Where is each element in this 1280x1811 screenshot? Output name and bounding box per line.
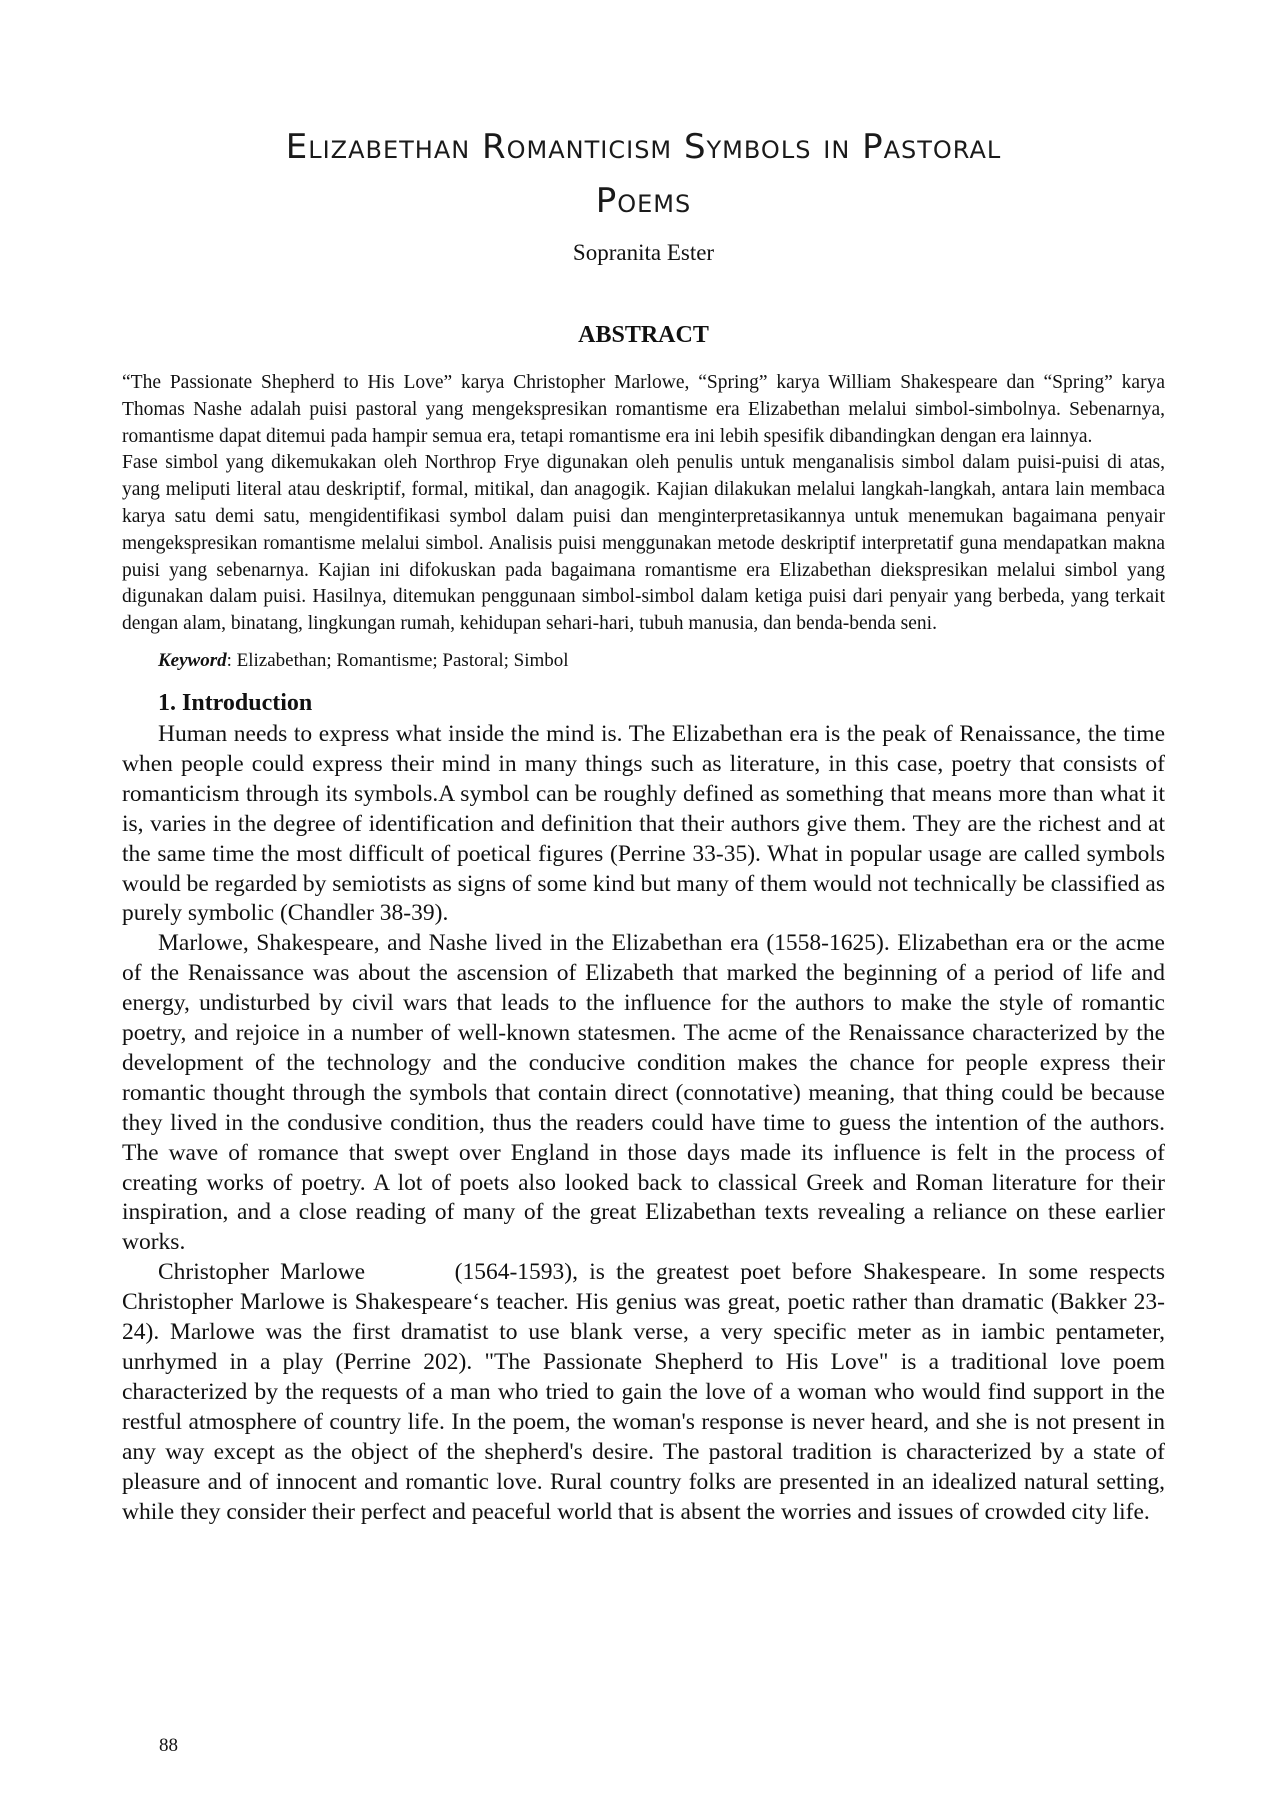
abstract-paragraph: Fase simbol yang dikemukakan oleh Northrop Frye digunakan oleh penulis untuk menganalisis simbol dalam puisi-puisi di atas, yang meliputi literal atau deskriptif, formal, mitikal, dan anagogik. Kajian dilakukan melalui langkah-langkah, antara lain membaca karya satu demi satu, mengidentifikasi symbol dalam puisi dan menginterpretasikannya untuk menemukan bagaimana penyair mengekspresikan romantisme melalui simbol. Analisis puisi menggunakan metode deskriptif interpretatif guna mendapatkan makna puisi yang sebenarnya. Kajian ini difokuskan pada bagaimana romantisme era Elizabethan diekspresikan melalui simbol yang digunakan dalam puisi. Hasilnya, ditemukan penggunaan simbol-simbol dalam ketiga puisi dari penyair yang berbeda, yang terkait dengan alam, binatang, lingkungan rumah, kehidupan sehari-hari, tubuh manusia, dan benda-benda seni.: [122, 452, 1165, 635]
section-heading-introduction: 1. Introduction: [158, 689, 313, 716]
paper-title-line-2: Poems: [595, 181, 692, 221]
abstract-section: [122, 320, 1165, 674]
paper-title: [122, 120, 1165, 228]
paper-page: [122, 120, 1171, 1527]
introduction-section: [122, 688, 1171, 1527]
abstract-paragraph: “The Passionate Shepherd to His Love” karya Christopher Marlowe, “Spring” karya William Shakespeare dan “Spring” karya Thomas Nashe adalah puisi pastoral yang mengekspresikan romantisme era Elizabethan melalui simbol-simbolnya. Sebenarnya, romantisme dapat ditemui pada hampir semua era, tetapi romantisme era ini lebih spesifik dibandingkan dengan era lainnya.: [122, 372, 1165, 447]
keywords-line: [122, 648, 1165, 674]
keywords-label: Keyword: [158, 649, 227, 671]
body-paragraph: Marlowe, Shakespeare, and Nashe lived in the Elizabethan era (1558-1625). Elizabethan era or the acme of the Renaissance was about the ascension of Elizabeth that marked the beginning of a period of life and energy, undisturbed by civil wars that leads to the influence for the authors to make the style of romantic poetry, and rejoice in a number of well-known statesmen. The acme of the Renaissance characterized by the development of the technology and the conducive condition makes the chance for people express their romantic thought through the symbols that contain direct (connotative) meaning, that thing could be because they lived in the condusive condition, thus the readers could have time to guess the intention of the authors. The wave of romance that swept over England in those days made its influence is felt in the process of creating works of poetry. A lot of poets also looked back to classical Greek and Roman literature for their inspiration, and a close reading of many of the great Elizabethan texts revealing a reliance on these earlier works.: [122, 930, 1165, 1256]
body-paragraph: Christopher Marlowe (1564-1593), is the greatest poet before Shakespeare. In some respects Christopher Marlowe is Shakespeare‘s teacher. His genius was great, poetic rather than dramatic (Bakker 23-24). Marlowe was the first dramatist to use blank verse, a very specific meter as in iambic pentameter, unrhymed in a play (Perrine 202). "The Passionate Shepherd to His Love" is a traditional love poem characterized by the requests of a man who tried to gain the love of a woman who would find support in the restful atmosphere of country life. In the poem, the woman's response is never heard, and she is not present in any way except as the object of the shepherd's desire. The pastoral tradition is characterized by a state of pleasure and of innocent and romantic love. Rural country folks are presented in an idealized natural setting, while they consider their perfect and peaceful world that is absent the worries and issues of crowded city life.: [122, 1259, 1171, 1525]
paper-title-line-1: Elizabethan Romanticism Symbols in Pastoral: [285, 127, 1002, 167]
body-paragraph: Human needs to express what inside the mind is. The Elizabethan era is the peak of Renaissance, the time when people could express their mind in many things such as literature, in this case, poetry that consists of romanticism through its symbols.A symbol can be roughly defined as something that means more than what it is, varies in the degree of identification and definition that their authors give them. They are the richest and at the same time the most difficult of poetical figures (Perrine 33-35). What in popular usage are called symbols would be regarded by semiotists as signs of some kind but many of them would not technically be classified as purely symbolic (Chandler 38-39).: [122, 720, 1165, 927]
abstract-heading: ABSTRACT: [578, 322, 709, 348]
author-name: Sopranita Ester: [572, 240, 715, 265]
page-number: 88: [159, 1735, 178, 1756]
keywords-text: : Elizabethan; Romantisme; Pastoral; Simbol: [226, 649, 569, 671]
